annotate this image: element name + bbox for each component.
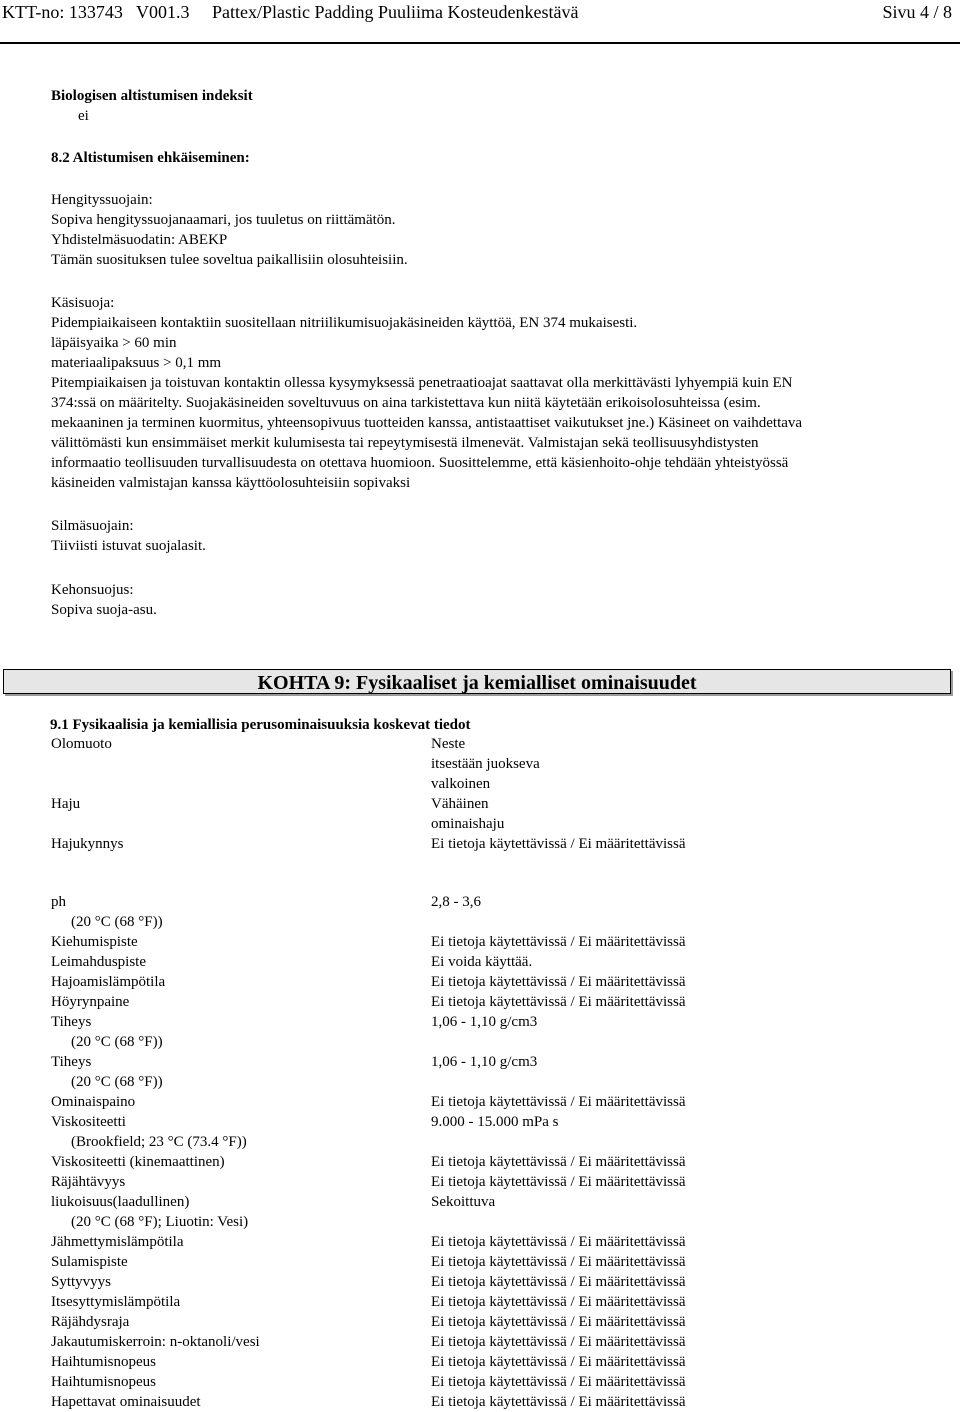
property-value: Ei voida käyttää.: [431, 954, 533, 970]
property-value: Ei tietoja käytettävissä / Ei määritettävissä: [431, 1394, 686, 1410]
eye-protection-block: [51, 516, 931, 556]
property-row: [51, 1152, 931, 1172]
property-key: ph: [51, 894, 66, 910]
property-key: Räjähdysraja: [51, 1314, 130, 1330]
property-value: Ei tietoja käytettävissä / Ei määritettävissä: [431, 1294, 686, 1310]
body-label: Kehonsuojus:: [51, 582, 134, 598]
property-value: Ei tietoja käytettävissä / Ei määritettävissä: [431, 994, 686, 1010]
property-value: itsestään juokseva: [431, 756, 540, 772]
property-key: (20 °C (68 °F)): [71, 914, 163, 930]
section-9-banner: [3, 669, 951, 694]
property-row: [51, 1112, 931, 1132]
exposure-control-title: 8.2 Altistumisen ehkäiseminen:: [51, 150, 250, 166]
property-row: [51, 834, 931, 854]
property-key: Haju: [51, 796, 81, 812]
body-value: Sopiva suoja-asu.: [51, 602, 157, 618]
property-row: [51, 1252, 931, 1272]
property-row: [51, 1192, 931, 1212]
property-value: Ei tietoja käytettävissä / Ei määritettävissä: [431, 1234, 686, 1250]
property-value: Ei tietoja käytettävissä / Ei määritettävissä: [431, 934, 686, 950]
eye-label: Silmäsuojain:: [51, 518, 134, 534]
section-9-title: KOHTA 9: Fysikaaliset ja kemialliset ominaisuudet: [257, 672, 697, 694]
property-value: 1,06 - 1,10 g/cm3: [431, 1014, 538, 1030]
property-value: Ei tietoja käytettävissä / Ei määritettävissä: [431, 1354, 686, 1370]
property-row: [51, 1352, 931, 1372]
property-key: Hapettavat ominaisuudet: [51, 1394, 201, 1410]
eye-value: Tiiviisti istuvat suojalasit.: [51, 538, 206, 554]
page-header: [0, 0, 960, 26]
property-value: Ei tietoja käytettävissä / Ei määritettävissä: [431, 1274, 686, 1290]
property-key: Itsesyttymislämpötila: [51, 1294, 181, 1310]
section-9-subtitle: 9.1 Fysikaalisia ja kemiallisia perusominaisuuksia koskevat tiedot: [50, 717, 471, 733]
property-key: Haihtumisnopeus: [51, 1374, 156, 1390]
property-row: [51, 972, 931, 992]
property-value: Ei tietoja käytettävissä / Ei määritettävissä: [431, 1094, 686, 1110]
respiratory-label: Hengityssuojain:: [51, 192, 153, 208]
body-protection-block: [51, 580, 931, 620]
physical-properties-table: [51, 892, 931, 1412]
property-row: [51, 1392, 931, 1412]
property-key: Olomuoto: [51, 736, 112, 752]
bio-index-value: ei: [78, 108, 89, 124]
property-value: Ei tietoja käytettävissä / Ei määritettävissä: [431, 1334, 686, 1350]
property-row: [51, 1332, 931, 1352]
basic-properties-table: [51, 734, 931, 854]
property-value: Neste: [431, 736, 466, 752]
hand-line: materiaalipaksuus > 0,1 mm: [51, 355, 222, 371]
property-row: [51, 1032, 931, 1052]
property-row: [51, 932, 931, 952]
property-row: [51, 912, 931, 932]
property-value: Vähäinen: [431, 796, 489, 812]
hand-line: informaatio teollisuuden turvallisuudesta on otettava huomioon. Suosittelemme, että käsienhoito-ohje tehdään yhteistyössä: [51, 455, 789, 471]
property-row: [51, 734, 931, 754]
property-value: Ei tietoja käytettävissä / Ei määritettävissä: [431, 1314, 686, 1330]
property-value: Ei tietoja käytettävissä / Ei määritettävissä: [431, 836, 686, 852]
respiratory-protection-block: [51, 190, 931, 270]
header-divider: [0, 42, 960, 44]
property-value: Sekoittuva: [431, 1194, 496, 1210]
hand-line: Pidempiaikaiseen kontaktiin suositellaan nitriilikumisuojakäsineiden käyttöä, EN 374 mukaisesti.: [51, 315, 638, 331]
property-key: Ominaispaino: [51, 1094, 136, 1110]
property-key: Jähmettymislämpötila: [51, 1234, 184, 1250]
property-row: [51, 1172, 931, 1192]
property-key: Jakautumiskerroin: n-oktanoli/vesi: [51, 1334, 260, 1350]
hand-line: välittömästi kun ensimmäiset merkit kulumisesta tai repeytymisestä ilmenevät. Valmistajan sekä teollisuusyhdistysten: [51, 435, 759, 451]
property-value: Ei tietoja käytettävissä / Ei määritettävissä: [431, 1374, 686, 1390]
property-row: [51, 1212, 931, 1232]
property-key: Leimahduspiste: [51, 954, 146, 970]
property-key: Hajukynnys: [51, 836, 124, 852]
property-value: 2,8 - 3,6: [431, 894, 481, 910]
property-row: [51, 1232, 931, 1252]
page-number: Sivu 4 / 8: [882, 2, 952, 22]
property-value: 1,06 - 1,10 g/cm3: [431, 1054, 538, 1070]
hand-protection-block: [51, 293, 931, 493]
bio-index-title: Biologisen altistumisen indeksit: [51, 88, 253, 104]
property-row: [51, 814, 931, 834]
property-value: valkoinen: [431, 776, 491, 792]
bio-index-block: [51, 86, 931, 126]
property-key: (20 °C (68 °F)): [71, 1074, 163, 1090]
respiratory-line: Sopiva hengityssuojanaamari, jos tuuletus on riittämätön.: [51, 212, 396, 228]
property-row: [51, 952, 931, 972]
property-key: Kiehumispiste: [51, 934, 138, 950]
property-key: Hajoamislämpötila: [51, 974, 166, 990]
property-value: ominaishaju: [431, 816, 505, 832]
section-9-subtitle-block: [50, 715, 930, 735]
property-row: [51, 1092, 931, 1112]
property-row: [51, 992, 931, 1012]
property-key: (20 °C (68 °F)): [71, 1034, 163, 1050]
property-value: Ei tietoja käytettävissä / Ei määritettävissä: [431, 974, 686, 990]
property-key: Sulamispiste: [51, 1254, 128, 1270]
hand-line: 374:ssä on määritelty. Suojakäsineiden soveltuvuus on aina tarkistettava kun niitä käytetään erikoisolosuhteissa (esim.: [51, 395, 761, 411]
property-row: [51, 1052, 931, 1072]
property-row: [51, 1012, 931, 1032]
exposure-control-title-block: [51, 148, 931, 168]
property-key: Tiheys: [51, 1054, 92, 1070]
hand-line: mekaaninen ja terminen kuormitus, yhteensopivuus tuotteiden kanssa, antistaattiset vaikutukset jne.) Käsineet on vaihdettava: [51, 415, 803, 431]
property-row: [51, 774, 931, 794]
property-key: Räjähtävyys: [51, 1174, 126, 1190]
hand-label: Käsisuoja:: [51, 295, 115, 311]
property-key: Viskositeetti (kinemaattinen): [51, 1154, 225, 1170]
property-key: Syttyvyys: [51, 1274, 112, 1290]
property-key: Höyrynpaine: [51, 994, 130, 1010]
property-key: liukoisuus(laadullinen): [51, 1194, 190, 1210]
property-value: 9.000 - 15.000 mPa s: [431, 1114, 559, 1130]
document-id: KTT-no: 133743 V001.3 Pattex/Plastic Padding Puuliima Kosteudenkestävä: [2, 2, 579, 22]
property-key: Haihtumisnopeus: [51, 1354, 156, 1370]
property-key: Tiheys: [51, 1014, 92, 1030]
property-row: [51, 1072, 931, 1092]
property-value: Ei tietoja käytettävissä / Ei määritettävissä: [431, 1154, 686, 1170]
property-key: (20 °C (68 °F); Liuotin: Vesi): [71, 1214, 249, 1230]
property-row: [51, 1292, 931, 1312]
hand-line: käsineiden valmistajan kanssa käyttöolosuhteisiin sopivaksi: [51, 475, 411, 491]
property-row: [51, 1272, 931, 1292]
respiratory-line: Yhdistelmäsuodatin: ABEKP: [51, 232, 228, 248]
hand-line: läpäisyaika > 60 min: [51, 335, 177, 351]
property-row: [51, 1132, 931, 1152]
property-key: Viskositeetti: [51, 1114, 126, 1130]
property-key: (Brookfield; 23 °C (73.4 °F)): [71, 1134, 247, 1150]
property-row: [51, 794, 931, 814]
property-value: Ei tietoja käytettävissä / Ei määritettävissä: [431, 1254, 686, 1270]
property-value: Ei tietoja käytettävissä / Ei määritettävissä: [431, 1174, 686, 1190]
property-row: [51, 754, 931, 774]
property-row: [51, 892, 931, 912]
hand-line: Pitempiaikaisen ja toistuvan kontaktin ollessa kysymyksessä penetraatioajat saattavat olla merkittävästi lyhyempiä kuin EN: [51, 375, 793, 391]
property-row: [51, 1372, 931, 1392]
respiratory-line: Tämän suosituksen tulee soveltua paikallisiin olosuhteisiin.: [51, 252, 408, 268]
property-row: [51, 1312, 931, 1332]
